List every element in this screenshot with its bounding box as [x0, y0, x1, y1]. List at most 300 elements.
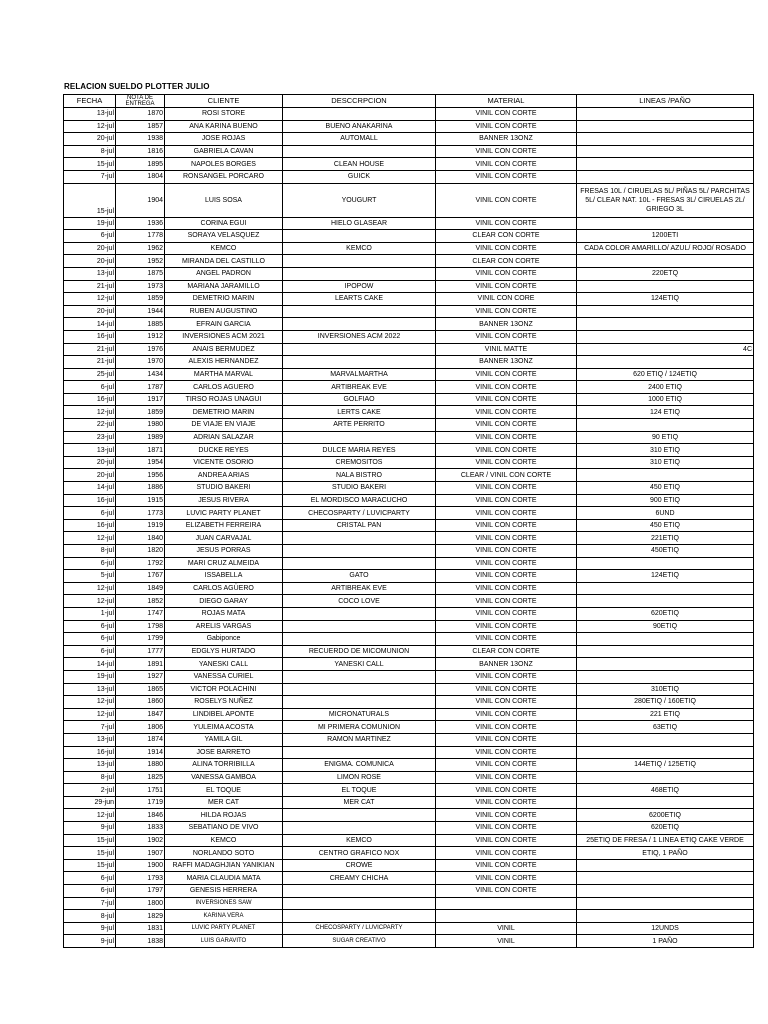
cell-fecha: 9-jul [64, 922, 116, 935]
cell-fecha: 19-jul [64, 217, 116, 230]
table-row [64, 133, 754, 146]
cell-lineas [577, 771, 754, 784]
cell-fecha: 19-jul [64, 670, 116, 683]
cell-material: CLEAR CON CORTE [436, 255, 577, 268]
cell-cliente: ROSI STORE [165, 108, 283, 121]
cell-cliente: LINDIBEL APONTE [165, 708, 283, 721]
cell-material: VINIL CON CORTE [436, 595, 577, 608]
cell-nota: 1829 [116, 910, 165, 923]
cell-fecha: 16-jul [64, 519, 116, 532]
cell-material: VINIL CON CORTE [436, 393, 577, 406]
cell-cliente: KEMCO [165, 242, 283, 255]
table-row [64, 872, 754, 885]
cell-material: CLEAR / VINIL CON CORTE [436, 469, 577, 482]
cell-fecha: 8-jul [64, 545, 116, 558]
table-row [64, 469, 754, 482]
cell-nota: 1914 [116, 746, 165, 759]
cell-nota: 1919 [116, 519, 165, 532]
cell-cliente: CARLOS AGÜERO [165, 582, 283, 595]
cell-cliente: MER CAT [165, 796, 283, 809]
cell-nota: 1989 [116, 431, 165, 444]
cell-descripcion: LIMON ROSE [283, 771, 436, 784]
cell-lineas: 450 ETIQ [577, 482, 754, 495]
table-body [64, 108, 754, 948]
cell-nota: 1840 [116, 532, 165, 545]
cell-lineas [577, 633, 754, 646]
cell-fecha: 6-jul [64, 645, 116, 658]
cell-material: VINIL CON CORTE [436, 721, 577, 734]
cell-material: VINIL CON CORTE [436, 494, 577, 507]
cell-descripcion: LEARTS CAKE [283, 293, 436, 306]
cell-cliente: ANDREA ARIAS [165, 469, 283, 482]
cell-descripcion: ARTIBREAK EVE [283, 582, 436, 595]
cell-descripcion: MER CAT [283, 796, 436, 809]
cell-material: VINIL CON CORTE [436, 822, 577, 835]
cell-nota: 1860 [116, 696, 165, 709]
cell-material: VINIL CON CORTE [436, 620, 577, 633]
cell-cliente: LUIS GARAVITO [165, 935, 283, 948]
cell-descripcion: RECUERDO DE MICOMUNION [283, 645, 436, 658]
cell-material: VINIL CON CORTE [436, 456, 577, 469]
cell-descripcion: MICRONATURALS [283, 708, 436, 721]
cell-fecha: 5-jul [64, 570, 116, 583]
cell-descripcion: GATO [283, 570, 436, 583]
cell-nota: 1792 [116, 557, 165, 570]
cell-nota: 1434 [116, 368, 165, 381]
cell-descripcion [283, 670, 436, 683]
cell-fecha: 6-jul [64, 230, 116, 243]
cell-lineas [577, 746, 754, 759]
cell-cliente: INVERSIONES ACM 2021 [165, 330, 283, 343]
cell-cliente: DUCKE REYES [165, 444, 283, 457]
cell-material: VINIL CON CORTE [436, 683, 577, 696]
cell-fecha: 16-jul [64, 494, 116, 507]
cell-cliente: TIRSO ROJAS UNAGUI [165, 393, 283, 406]
cell-fecha: 13-jul [64, 108, 116, 121]
table-row [64, 494, 754, 507]
cell-cliente: EFRAIN GARCIA [165, 318, 283, 331]
cell-material: VINIL CON CORTE [436, 582, 577, 595]
cell-nota: 1976 [116, 343, 165, 356]
cell-material: BANNER 13ONZ [436, 356, 577, 369]
cell-lineas [577, 670, 754, 683]
table-row [64, 393, 754, 406]
cell-nota: 1874 [116, 733, 165, 746]
cell-descripcion [283, 822, 436, 835]
cell-cliente: ADRIAN SALAZAR [165, 431, 283, 444]
cell-descripcion: LERTS CAKE [283, 406, 436, 419]
document-title: RELACION SUELDO PLOTTER JULIO [64, 82, 210, 91]
cell-fecha: 22-jul [64, 419, 116, 432]
cell-material: VINIL CON CORTE [436, 108, 577, 121]
cell-fecha: 25-jul [64, 368, 116, 381]
cell-fecha: 9-jul [64, 822, 116, 835]
cell-nota: 1859 [116, 406, 165, 419]
cell-material: VINIL CON CORTE [436, 633, 577, 646]
cell-lineas [577, 645, 754, 658]
table-row [64, 670, 754, 683]
cell-cliente: EL TOQUE [165, 784, 283, 797]
header-cliente: CLIENTE [165, 95, 283, 108]
cell-nota: 1886 [116, 482, 165, 495]
table-row [64, 532, 754, 545]
cell-descripcion [283, 255, 436, 268]
cell-descripcion: CROWE [283, 859, 436, 872]
cell-fecha: 12-jul [64, 595, 116, 608]
table-row [64, 922, 754, 935]
cell-fecha: 16-jul [64, 330, 116, 343]
cell-lineas: 90 ETIQ [577, 431, 754, 444]
cell-cliente: DEMETRIO MARIN [165, 406, 283, 419]
cell-material: VINIL CON CORTE [436, 733, 577, 746]
cell-cliente: GENESIS HERRERA [165, 885, 283, 898]
cell-fecha: 7-jul [64, 721, 116, 734]
cell-material [436, 910, 577, 923]
cell-material: VINIL CON CORTE [436, 145, 577, 158]
cell-descripcion: YOUGURT [283, 183, 436, 217]
cell-lineas: 450ETIQ [577, 545, 754, 558]
cell-fecha: 7-jul [64, 897, 116, 910]
cell-material: VINIL CON CORTE [436, 847, 577, 860]
cell-material: VINIL CON CORTE [436, 885, 577, 898]
cell-fecha: 12-jul [64, 582, 116, 595]
cell-descripcion [283, 746, 436, 759]
cell-lineas [577, 356, 754, 369]
cell-descripcion: CREAMY CHICHA [283, 872, 436, 885]
cell-descripcion: AUTOMALL [283, 133, 436, 146]
cell-fecha: 20-jul [64, 305, 116, 318]
cell-cliente: ANAIS BERMUDEZ [165, 343, 283, 356]
cell-descripcion: COCO LOVE [283, 595, 436, 608]
cell-nota: 1825 [116, 771, 165, 784]
cell-material: VINIL CON CORTE [436, 771, 577, 784]
cell-material: VINIL CON CORTE [436, 872, 577, 885]
cell-lineas [577, 330, 754, 343]
cell-nota: 1838 [116, 935, 165, 948]
cell-fecha: 6-jul [64, 885, 116, 898]
cell-lineas [577, 255, 754, 268]
cell-descripcion: IPOPOW [283, 280, 436, 293]
cell-descripcion [283, 318, 436, 331]
cell-cliente: CARLOS AGUERO [165, 381, 283, 394]
cell-descripcion [283, 633, 436, 646]
cell-cliente: ALINA TORRIBILLA [165, 759, 283, 772]
cell-lineas [577, 897, 754, 910]
table-row [64, 645, 754, 658]
cell-lineas: 124ETIQ [577, 293, 754, 306]
cell-cliente: MARIA CLAUDIA MATA [165, 872, 283, 885]
cell-cliente: LUVIC PARTY PLANET [165, 922, 283, 935]
cell-fecha: 13-jul [64, 683, 116, 696]
table-row [64, 607, 754, 620]
cell-fecha: 6-jul [64, 381, 116, 394]
cell-material: VINIL CON CORTE [436, 242, 577, 255]
cell-material: VINIL CON CORTE [436, 796, 577, 809]
cell-fecha: 12-jul [64, 708, 116, 721]
cell-cliente: YANESKI CALL [165, 658, 283, 671]
table-row [64, 255, 754, 268]
cell-nota: 1800 [116, 897, 165, 910]
cell-lineas: 6UND [577, 507, 754, 520]
cell-lineas [577, 419, 754, 432]
cell-lineas: 310ETIQ [577, 683, 754, 696]
cell-nota: 1936 [116, 217, 165, 230]
cell-fecha: 6-jul [64, 507, 116, 520]
cell-lineas: 6200ETIQ [577, 809, 754, 822]
table-row [64, 293, 754, 306]
cell-descripcion: CHECOSPARTY / LUVICPARTY [283, 507, 436, 520]
cell-cliente: VICENTE OSORIO [165, 456, 283, 469]
cell-descripcion: NALA BISTRO [283, 469, 436, 482]
cell-nota: 1778 [116, 230, 165, 243]
cell-lineas: 620 ETIQ / 124ETIQ [577, 368, 754, 381]
table-row [64, 507, 754, 520]
cell-material: VINIL CON CORTE [436, 859, 577, 872]
cell-material: VINIL CON CORTE [436, 784, 577, 797]
cell-material: VINIL CON CORE [436, 293, 577, 306]
cell-descripcion: DULCE MARIA REYES [283, 444, 436, 457]
cell-nota: 1751 [116, 784, 165, 797]
cell-material: VINIL CON CORTE [436, 217, 577, 230]
cell-nota: 1849 [116, 582, 165, 595]
cell-lineas [577, 120, 754, 133]
cell-cliente: VANESSA GAMBOA [165, 771, 283, 784]
cell-lineas: 620ETIQ [577, 822, 754, 835]
cell-nota: 1847 [116, 708, 165, 721]
cell-descripcion [283, 897, 436, 910]
cell-lineas: 63ETIQ [577, 721, 754, 734]
cell-nota: 1787 [116, 381, 165, 394]
cell-descripcion [283, 696, 436, 709]
cell-fecha: 8-jul [64, 145, 116, 158]
cell-fecha: 16-jul [64, 746, 116, 759]
cell-fecha: 21-jul [64, 356, 116, 369]
cell-nota: 1902 [116, 834, 165, 847]
cell-nota: 1798 [116, 620, 165, 633]
table-row [64, 658, 754, 671]
table-row [64, 170, 754, 183]
cell-lineas [577, 733, 754, 746]
cell-descripcion: BUENO ANAKARINA [283, 120, 436, 133]
cell-cliente: ROJAS MATA [165, 607, 283, 620]
cell-descripcion: MARVALMARTHA [283, 368, 436, 381]
cell-nota: 1907 [116, 847, 165, 860]
header-material: MATERIAL [436, 95, 577, 108]
cell-material: VINIL MATTE [436, 343, 577, 356]
cell-cliente: NAPOLES BORGES [165, 158, 283, 171]
table-row [64, 809, 754, 822]
cell-descripcion [283, 545, 436, 558]
cell-nota: 1865 [116, 683, 165, 696]
table-row [64, 746, 754, 759]
cell-cliente: JESUS RIVERA [165, 494, 283, 507]
table-row [64, 771, 754, 784]
cell-lineas [577, 170, 754, 183]
table-row [64, 759, 754, 772]
cell-descripcion [283, 607, 436, 620]
cell-material: VINIL [436, 922, 577, 935]
cell-material: BANNER 13ONZ [436, 133, 577, 146]
cell-cliente: ROSELYS NUÑEZ [165, 696, 283, 709]
cell-fecha: 20-jul [64, 255, 116, 268]
cell-fecha: 8-jul [64, 771, 116, 784]
cell-lineas: 1 PAÑO [577, 935, 754, 948]
cell-cliente: EDGLYS HURTADO [165, 645, 283, 658]
cell-descripcion: EL TOQUE [283, 784, 436, 797]
cell-nota: 1871 [116, 444, 165, 457]
cell-fecha: 15-jul [64, 183, 116, 217]
cell-cliente: YAMILA GIL [165, 733, 283, 746]
cell-descripcion [283, 230, 436, 243]
cell-fecha: 21-jul [64, 343, 116, 356]
table-row [64, 267, 754, 280]
cell-descripcion: GOLFIAO [283, 393, 436, 406]
cell-fecha: 20-jul [64, 469, 116, 482]
cell-fecha: 9-jul [64, 935, 116, 948]
cell-material: VINIL CON CORTE [436, 406, 577, 419]
cell-descripcion [283, 267, 436, 280]
cell-lineas: 25ETIQ DE FRESA / 1 LINEA ETIQ CAKE VERDE [577, 834, 754, 847]
cell-descripcion: CHECOSPARTY / LUVICPARTY [283, 922, 436, 935]
cell-fecha: 13-jul [64, 733, 116, 746]
cell-material: VINIL CON CORTE [436, 267, 577, 280]
table-row [64, 859, 754, 872]
cell-cliente: DEMETRIO MARIN [165, 293, 283, 306]
cell-cliente: LUVIC PARTY PLANET [165, 507, 283, 520]
cell-descripcion: CRISTAL PAN [283, 519, 436, 532]
cell-cliente: YULEIMA ACOSTA [165, 721, 283, 734]
cell-nota: 1747 [116, 607, 165, 620]
table-row [64, 885, 754, 898]
cell-fecha: 14-jul [64, 318, 116, 331]
cell-fecha: 1-jul [64, 607, 116, 620]
cell-descripcion: GUICK [283, 170, 436, 183]
cell-nota: 1773 [116, 507, 165, 520]
table-row [64, 108, 754, 121]
cell-lineas [577, 133, 754, 146]
cell-descripcion: ENIGMA. COMUNICA [283, 759, 436, 772]
cell-fecha: 6-jul [64, 620, 116, 633]
cell-descripcion: CENTRO GRAFICO NOX [283, 847, 436, 860]
cell-lineas [577, 318, 754, 331]
table-row [64, 834, 754, 847]
cell-lineas: 900 ETIQ [577, 494, 754, 507]
cell-fecha: 14-jul [64, 482, 116, 495]
cell-material: VINIL CON CORTE [436, 545, 577, 558]
cell-material: CLEAR CON CORTE [436, 645, 577, 658]
cell-nota: 1767 [116, 570, 165, 583]
cell-nota: 1831 [116, 922, 165, 935]
cell-material: VINIL CON CORTE [436, 120, 577, 133]
cell-lineas [577, 145, 754, 158]
cell-descripcion: STUDIO BAKERI [283, 482, 436, 495]
cell-lineas [577, 885, 754, 898]
cell-fecha: 12-jul [64, 120, 116, 133]
cell-cliente: SEBATIANO DE VIVO [165, 822, 283, 835]
table-row [64, 305, 754, 318]
cell-lineas: 310 ETIQ [577, 456, 754, 469]
cell-fecha: 16-jul [64, 393, 116, 406]
cell-material: VINIL CON CORTE [436, 482, 577, 495]
table-row [64, 318, 754, 331]
cell-fecha: 15-jul [64, 158, 116, 171]
cell-fecha: 13-jul [64, 267, 116, 280]
cell-nota: 1719 [116, 796, 165, 809]
table-row [64, 796, 754, 809]
cell-fecha: 15-jul [64, 859, 116, 872]
cell-lineas: 620ETIQ [577, 607, 754, 620]
cell-nota: 1900 [116, 859, 165, 872]
cell-lineas [577, 658, 754, 671]
cell-lineas: 124ETIQ [577, 570, 754, 583]
table-row [64, 633, 754, 646]
cell-nota: 1806 [116, 721, 165, 734]
cell-cliente: RUBEN AUGUSTINO [165, 305, 283, 318]
cell-nota: 1938 [116, 133, 165, 146]
cell-descripcion: KEMCO [283, 242, 436, 255]
cell-cliente: MARI CRUZ ALMEIDA [165, 557, 283, 570]
cell-fecha: 12-jul [64, 293, 116, 306]
table-row [64, 519, 754, 532]
cell-descripcion [283, 683, 436, 696]
cell-nota: 1859 [116, 293, 165, 306]
cell-fecha: 15-jul [64, 834, 116, 847]
table-row [64, 368, 754, 381]
cell-nota: 1870 [116, 108, 165, 121]
cell-lineas: 280ETIQ / 160ETIQ [577, 696, 754, 709]
table-row [64, 406, 754, 419]
cell-material: VINIL CON CORTE [436, 444, 577, 457]
cell-material: VINIL CON CORTE [436, 381, 577, 394]
table-row [64, 120, 754, 133]
cell-lineas: 144ETIQ / 125ETIQ [577, 759, 754, 772]
cell-descripcion [283, 809, 436, 822]
cell-lineas [577, 158, 754, 171]
cell-fecha: 20-jul [64, 133, 116, 146]
cell-lineas [577, 280, 754, 293]
cell-nota: 1912 [116, 330, 165, 343]
cell-nota: 1962 [116, 242, 165, 255]
cell-cliente: CORINA EGUI [165, 217, 283, 230]
cell-material: VINIL CON CORTE [436, 507, 577, 520]
cell-cliente: ARELIS VARGAS [165, 620, 283, 633]
cell-material: VINIL CON CORTE [436, 557, 577, 570]
cell-cliente: JESUS PORRAS [165, 545, 283, 558]
table-row [64, 935, 754, 948]
table-row [64, 897, 754, 910]
cell-nota: 1833 [116, 822, 165, 835]
table-row [64, 381, 754, 394]
cell-lineas [577, 582, 754, 595]
cell-material: VINIL CON CORTE [436, 519, 577, 532]
cell-nota: 1904 [116, 183, 165, 217]
cell-nota: 1885 [116, 318, 165, 331]
table-row [64, 595, 754, 608]
cell-cliente: JUAN CARVAJAL [165, 532, 283, 545]
table-row [64, 444, 754, 457]
header-row [64, 95, 754, 108]
cell-fecha: 12-jul [64, 532, 116, 545]
cell-lineas: 1000 ETIQ [577, 393, 754, 406]
cell-material: VINIL CON CORTE [436, 305, 577, 318]
table-row [64, 456, 754, 469]
cell-lineas: FRESAS 10L / CIRUELAS 5L/ PIÑAS 5L/ PARCHITAS 5L/ CLEAR NAT. 10L - FRESAS 3L/ CIRUELAS 2L/ GRIEGO 3L [577, 183, 754, 217]
cell-fecha: 8-jul [64, 910, 116, 923]
table-row [64, 330, 754, 343]
cell-fecha: 2-jul [64, 784, 116, 797]
cell-material: VINIL CON CORTE [436, 809, 577, 822]
cell-material: VINIL CON CORTE [436, 431, 577, 444]
